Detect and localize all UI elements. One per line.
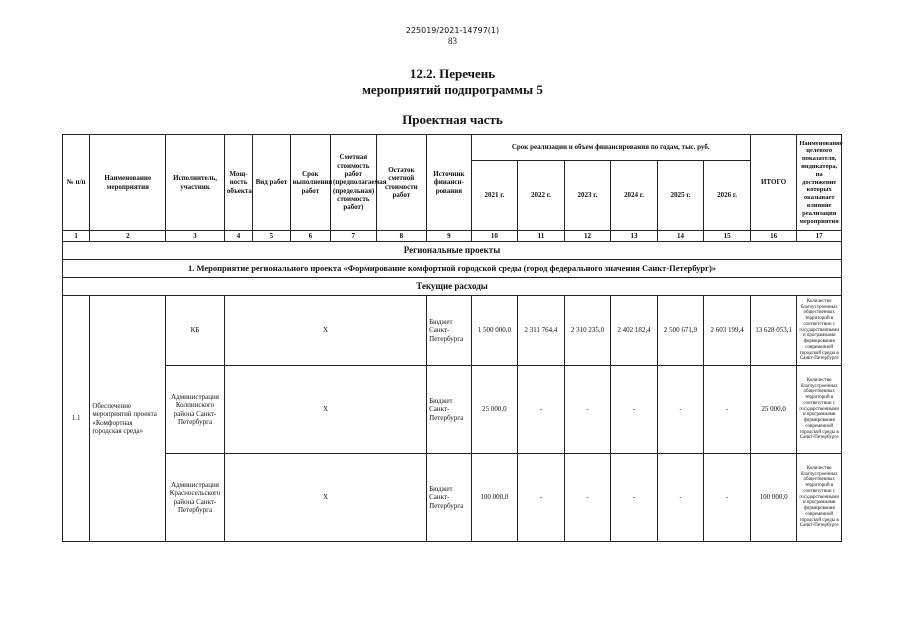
value-total: 13 628 053,1: [750, 296, 797, 366]
header-year-2024: 2024 г.: [611, 161, 658, 231]
table-row: [63, 296, 842, 366]
col-number: 14: [657, 231, 704, 242]
table-row: [63, 366, 842, 454]
header-capacity: Мощ-ность объекта: [224, 135, 252, 231]
header-year-2026: 2026 г.: [704, 161, 751, 231]
value-total: 25 000,0: [750, 366, 797, 454]
col-number: 8: [376, 231, 427, 242]
value-2026: -: [704, 366, 751, 454]
activities-table: [62, 134, 842, 542]
value-2025: -: [657, 366, 704, 454]
value-2023: 2 310 235,0: [564, 296, 611, 366]
value-2021: 25 000,0: [471, 366, 518, 454]
table-row: [63, 454, 842, 542]
item-number: 1.1: [63, 296, 90, 542]
header-estimated-cost: Сметная стоимость работ (предполагаемая (предельная) стоимость работ): [331, 135, 377, 231]
x-cell: Х: [224, 366, 426, 454]
title-line-1: 12.2. Перечень: [409, 66, 496, 81]
header-year-2021: 2021 г.: [471, 161, 518, 231]
header-period: Срок реализации и объем финансирования по годам, тыс. руб.: [471, 135, 750, 161]
column-numbers-row: [63, 231, 842, 242]
col-number: 12: [564, 231, 611, 242]
header-year-2022: 2022 г.: [518, 161, 565, 231]
header-year-2023: 2023 г.: [564, 161, 611, 231]
header-remaining-cost: Остаток сметной стоимости работ: [376, 135, 427, 231]
col-number: 3: [166, 231, 225, 242]
executor-cell: Администрация Колпинского района Санкт-Петербурга: [166, 366, 225, 454]
header-year-2025: 2025 г.: [657, 161, 704, 231]
col-number: 10: [471, 231, 518, 242]
value-2024: 2 402 182,4: [611, 296, 658, 366]
header-work-type: Вид работ: [253, 135, 290, 231]
x-cell: Х: [224, 296, 426, 366]
page-number: 83: [448, 36, 457, 46]
header-deadline: Срок выполнения работ: [290, 135, 330, 231]
executor-cell: Администрация Красносельского района Санкт-Петербурга: [166, 454, 225, 542]
header-total: ИТОГО: [750, 135, 797, 231]
title-line-2: мероприятий подпрограммы 5: [362, 82, 543, 97]
source-cell: Бюджет Санкт-Петербурга: [427, 454, 472, 542]
col-number: 11: [518, 231, 565, 242]
col-number: 6: [290, 231, 330, 242]
col-number: 7: [331, 231, 377, 242]
value-total: 100 000,0: [750, 454, 797, 542]
value-2021: 100 000,0: [471, 454, 518, 542]
header-number: № п/п: [63, 135, 90, 231]
section-regional-projects: Региональные проекты: [63, 242, 842, 260]
indicator-cell: Количество благоустроенных общественных территорий в соответствии с государственными и программами формирования современной городской среды в Санкт-Петербурге: [797, 366, 842, 454]
source-cell: Бюджет Санкт-Петербурга: [427, 366, 472, 454]
value-2024: -: [611, 366, 658, 454]
x-cell: Х: [224, 454, 426, 542]
value-2025: -: [657, 454, 704, 542]
col-number: 17: [797, 231, 842, 242]
col-number: 4: [224, 231, 252, 242]
item-name: Обеспечение мероприятий проекта «Комфортная городская среда»: [90, 296, 166, 542]
value-2022: -: [518, 366, 565, 454]
value-2024: -: [611, 454, 658, 542]
value-2022: 2 311 764,4: [518, 296, 565, 366]
subtitle: Проектная часть: [402, 112, 503, 127]
section-measure-title: 1. Мероприятие регионального проекта «Формирование комфортной городской среды (город федерального значения Санкт-Петербург)»: [63, 260, 842, 278]
header-name: Наименование мероприятия: [90, 135, 166, 231]
header-executor: Исполнитель, участник: [166, 135, 225, 231]
value-2023: -: [564, 366, 611, 454]
col-number: 2: [90, 231, 166, 242]
col-number: 13: [611, 231, 658, 242]
value-2026: 2 603 199,4: [704, 296, 751, 366]
section-current-expenses: Текущие расходы: [63, 278, 842, 296]
value-2025: 2 500 671,9: [657, 296, 704, 366]
col-number: 9: [427, 231, 472, 242]
indicator-cell: Количество благоустроенных общественных территорий в соответствии с государственными и программами формирования современной городской среды в Санкт-Петербурге: [797, 454, 842, 542]
col-number: 15: [704, 231, 751, 242]
col-number: 16: [750, 231, 797, 242]
col-number: 1: [63, 231, 90, 242]
value-2021: 1 500 000,0: [471, 296, 518, 366]
value-2023: -: [564, 454, 611, 542]
document-number: 225019/2021-14797(1): [405, 26, 500, 35]
col-number: 5: [253, 231, 290, 242]
indicator-cell: Количество благоустроенных общественных территорий в соответствии с государственными и программами формирования современной городской среды в Санкт-Петербурге: [797, 296, 842, 366]
executor-cell: КБ: [166, 296, 225, 366]
header-source: Источник финанси-рования: [427, 135, 472, 231]
value-2026: -: [704, 454, 751, 542]
value-2022: -: [518, 454, 565, 542]
header-indicator: Наименование целевого показателя, индикатора, на достижение которых оказывает влияние реализация мероприятия: [797, 135, 842, 231]
source-cell: Бюджет Санкт-Петербурга: [427, 296, 472, 366]
